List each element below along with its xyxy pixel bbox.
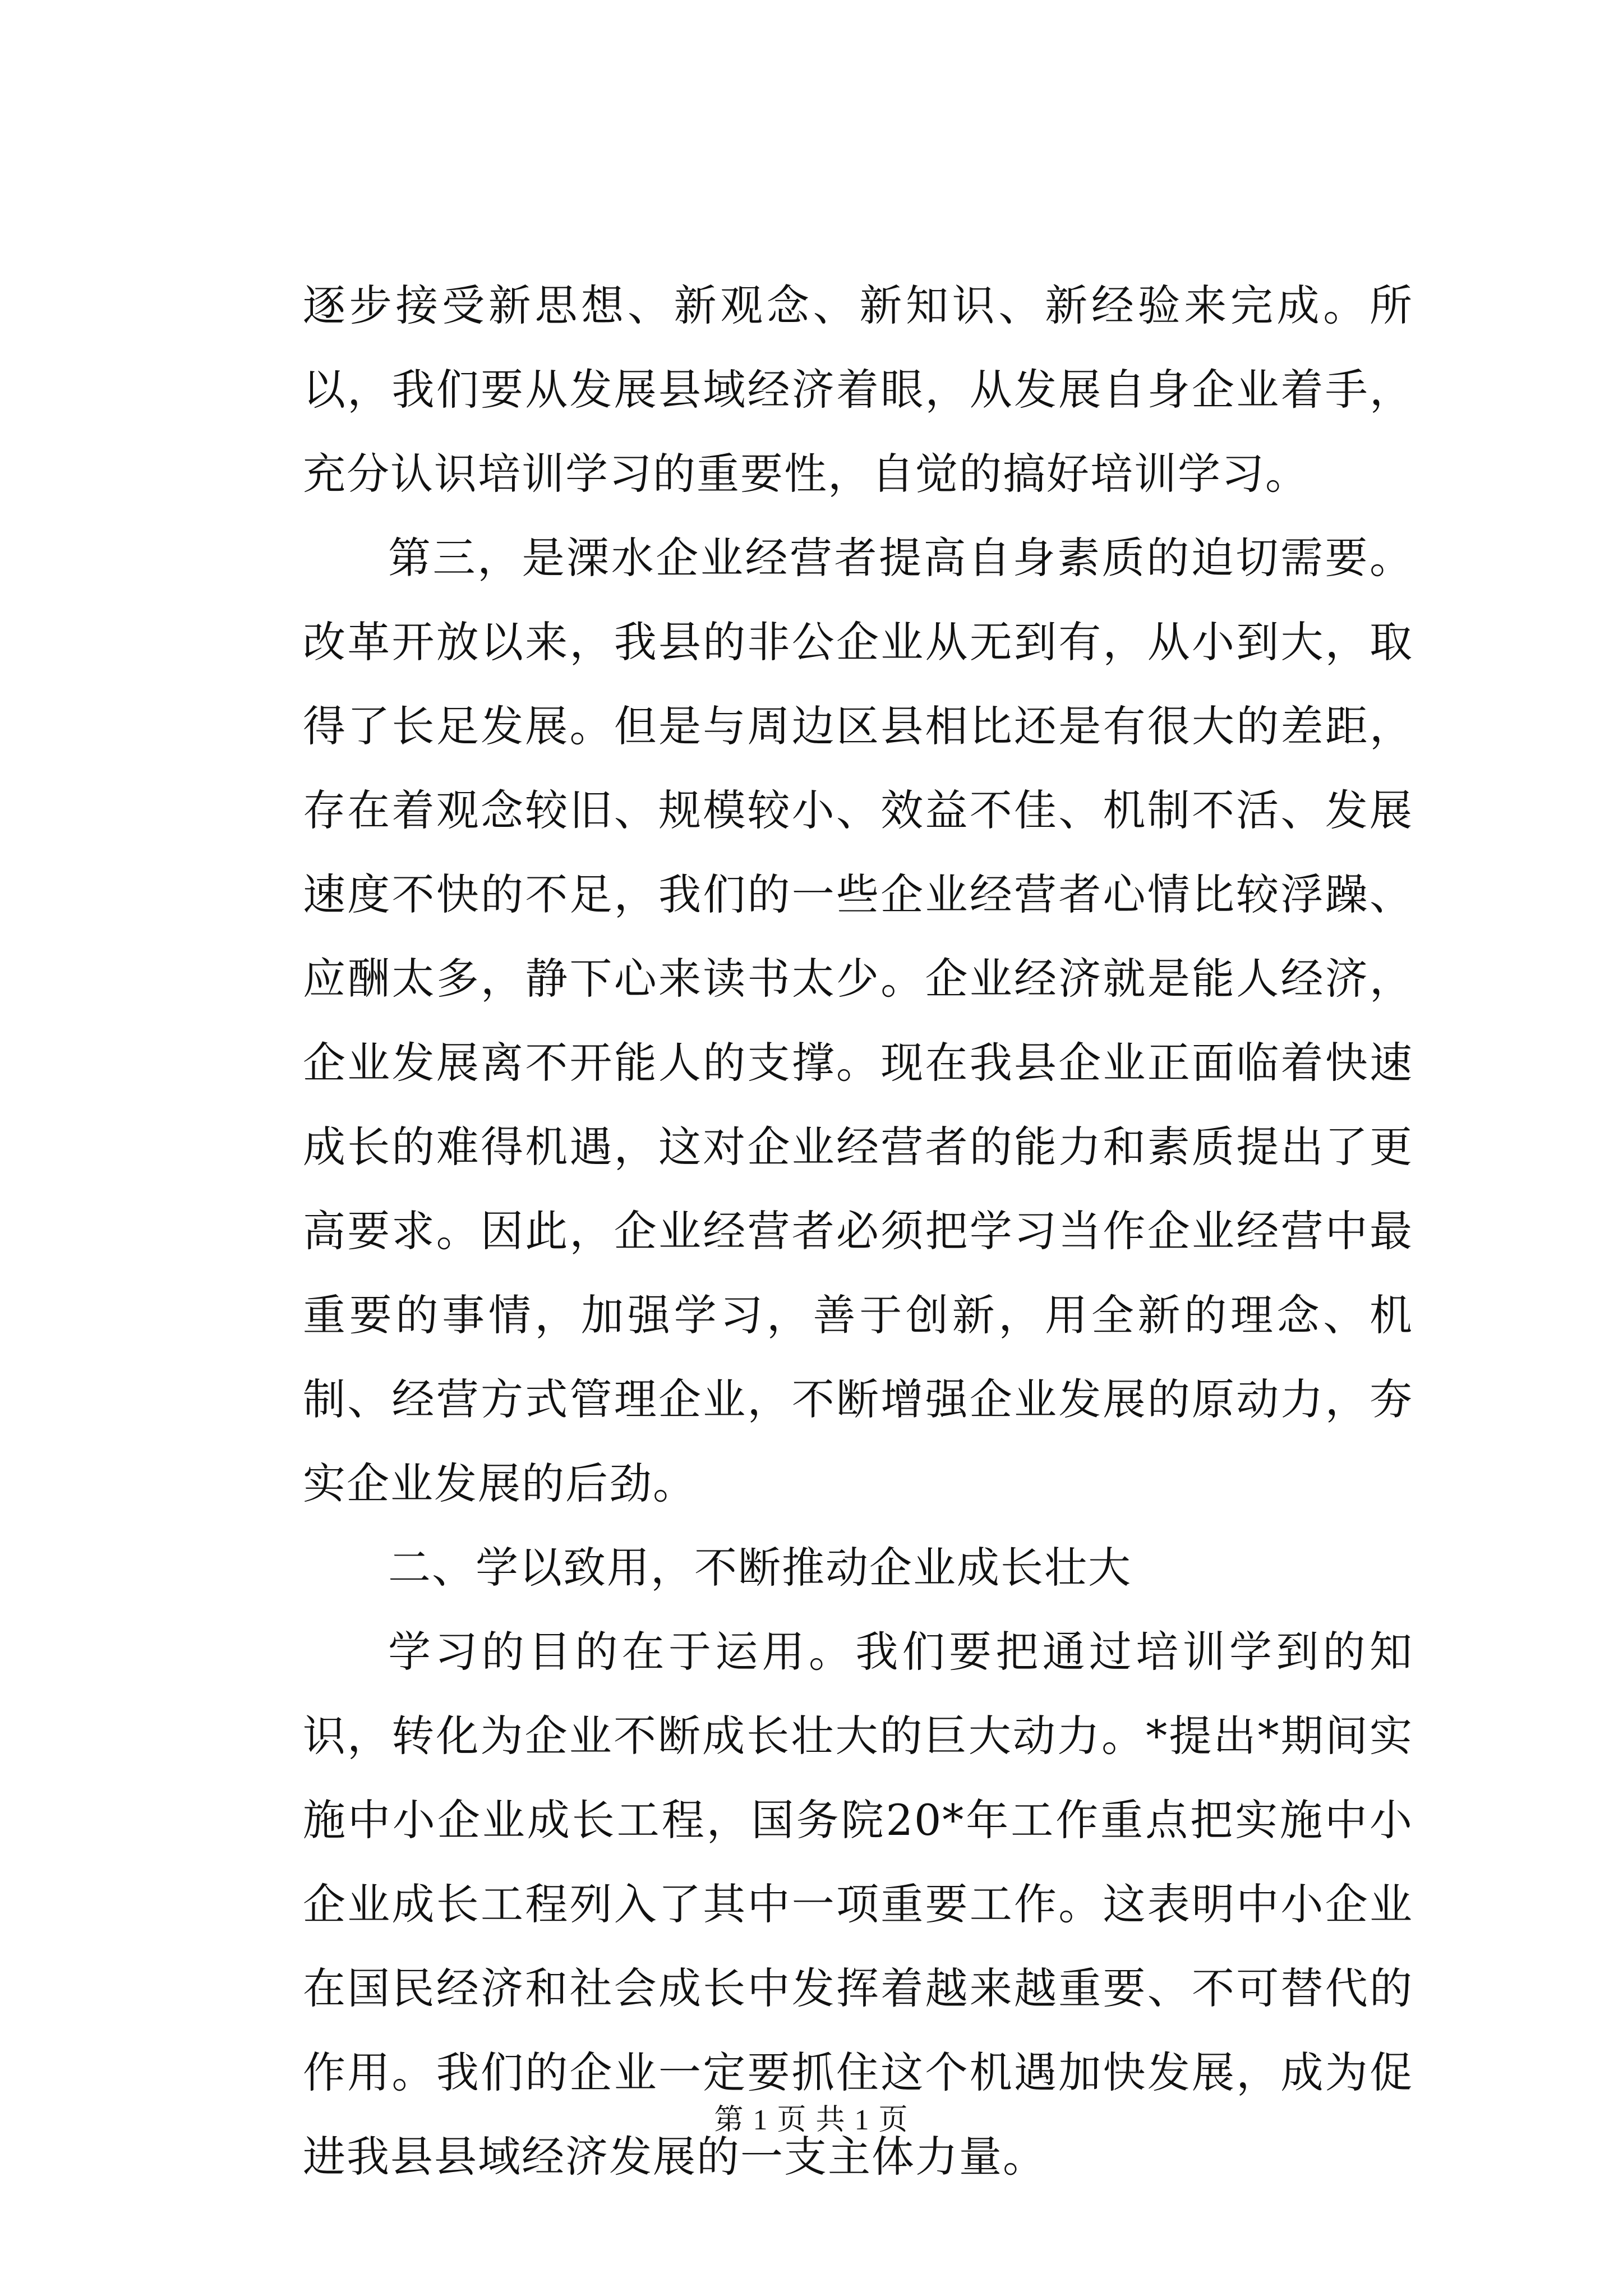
page-number-footer: 第 1 页 共 1 页 xyxy=(714,2104,909,2136)
section-heading: 二、学以致用，不断推动企业成长壮大 xyxy=(388,1543,1132,1593)
paragraph: 第三，是溧水企业经营者提高自身素质的迫切需要。改革开放以来，我县的非公企业从无到有，从小到大，取得了长足发展。但是与周边区县相比还是有很大的差距，存在着观念较旧、规模较小、效益不佳、机制不活、发展速度不快的不足，我们的一些企业经营者心情比较浮躁、应酬太多，静下心来读书太少。企业经济就是能人经济，企业发展离不开能人的支撑。现在我县企业正面临着快速成长的难得机遇，这对企业经营者的能力和素质提出了更高要求。因此，企业经营者必须把学习当作企业经营中最重要的事情，加强学习，善于创新，用全新的理念、机制、经营方式管理企业，不断增强企业发展的原动力，夯实企业发展的后劲。 xyxy=(303,533,1413,1508)
paragraph: 学习的目的在于运用。我们要把通过培训学到的知识，转化为企业不断成长壮大的巨大动力。*提出*期间实施中小企业成长工程，国务院20*年工作重点把实施中小企业成长工程列入了其中一项重要工作。这表明中小企业在国民经济和社会成长中发挥着越来越重要、不可替代的作用。我们的企业一定要抓住这个机遇加快发展，成为促进我县县域经济发展的一支主体力量。 xyxy=(303,1627,1413,2182)
document-body xyxy=(303,264,1413,2199)
paragraph: 逐步接受新思想、新观念、新知识、新经验来完成。所以，我们要从发展县域经济着眼，从发展自身企业着手，充分认识培训学习的重要性，自觉的搞好培训学习。 xyxy=(303,280,1413,499)
